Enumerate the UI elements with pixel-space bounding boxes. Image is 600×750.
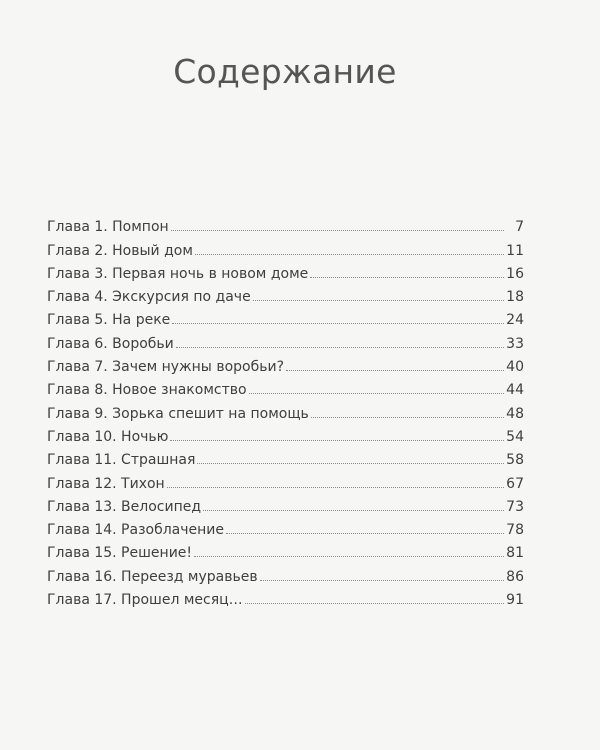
toc-dot-leader xyxy=(170,440,504,441)
toc-dot-leader xyxy=(167,487,504,488)
toc-entry-label: Глава 8. Новое знакомство xyxy=(47,382,247,399)
toc-entry-label: Глава 14. Разоблачение xyxy=(47,522,225,539)
toc-entry xyxy=(47,515,524,538)
toc-entry-label: Глава 10. Ночью xyxy=(47,428,169,445)
toc-dot-leader xyxy=(171,230,504,231)
toc-entry xyxy=(47,538,524,561)
toc-dot-leader xyxy=(249,393,504,394)
toc-entry xyxy=(47,468,524,491)
toc-entry-page-number: 40 xyxy=(506,359,524,376)
toc-entry-label: Глава 12. Тихон xyxy=(47,475,165,492)
toc-entry xyxy=(47,328,524,351)
toc-entry xyxy=(47,398,524,421)
toc-entry-page-number: 78 xyxy=(506,522,524,539)
toc-entry-label: Глава 6. Воробьи xyxy=(47,335,174,352)
toc-dot-leader xyxy=(310,277,504,278)
toc-entry xyxy=(47,375,524,398)
toc-dot-leader xyxy=(286,370,504,371)
toc-entry-label: Глава 1. Помпон xyxy=(47,219,169,236)
toc-entry-label: Глава 15. Решение! xyxy=(47,545,193,562)
page-title: Содержание xyxy=(173,52,397,91)
toc-entry xyxy=(47,352,524,375)
toc-entry-page-number: 11 xyxy=(506,242,524,259)
toc-entry-label: Глава 11. Страшная xyxy=(47,452,196,469)
toc-entry xyxy=(47,282,524,305)
toc-dot-leader xyxy=(197,463,504,464)
toc-entry-label: Глава 9. Зорька спешит на помощь xyxy=(47,405,309,422)
toc-dot-leader xyxy=(203,510,504,511)
toc-dot-leader xyxy=(195,254,504,255)
toc-entry-label: Глава 5. На реке xyxy=(47,312,171,329)
toc-entry xyxy=(47,585,524,608)
toc-entry-page-number: 24 xyxy=(506,312,524,329)
toc-entry-page-number: 58 xyxy=(506,452,524,469)
toc-entry-page-number: 86 xyxy=(506,568,524,585)
toc-entry-label: Глава 3. Первая ночь в новом доме xyxy=(47,265,309,282)
toc-dot-leader xyxy=(311,417,504,418)
toc-dot-leader xyxy=(176,347,504,348)
toc-entry-page-number: 33 xyxy=(506,335,524,352)
toc-dot-leader xyxy=(172,323,504,324)
toc-entry-label: Глава 16. Переезд муравьев xyxy=(47,568,258,585)
toc-entry-label: Глава 4. Экскурсия по даче xyxy=(47,289,251,306)
toc-entry-page-number: 44 xyxy=(506,382,524,399)
toc-entry-label: Глава 7. Зачем нужны воробьи? xyxy=(47,359,284,376)
toc-dot-leader xyxy=(226,533,504,534)
toc-entry-page-number: 7 xyxy=(515,219,524,236)
toc-entry-page-number: 54 xyxy=(506,428,524,445)
toc-dot-leader xyxy=(253,300,504,301)
toc-entry-page-number: 48 xyxy=(506,405,524,422)
toc-entry-page-number: 16 xyxy=(506,265,524,282)
toc-dot-leader xyxy=(260,580,504,581)
toc-entry xyxy=(47,445,524,468)
toc-entry-page-number: 67 xyxy=(506,475,524,492)
toc-entry xyxy=(47,305,524,328)
toc-entry-page-number: 91 xyxy=(506,592,524,609)
toc-entry-page-number: 73 xyxy=(506,498,524,515)
toc-entry-label: Глава 13. Велосипед xyxy=(47,498,202,515)
toc-entry-page-number: 81 xyxy=(506,545,524,562)
toc-entry-label: Глава 17. Прошел месяц… xyxy=(47,592,243,609)
toc-entry xyxy=(47,422,524,445)
toc-entry xyxy=(47,235,524,258)
table-of-contents xyxy=(47,212,524,608)
toc-entry xyxy=(47,561,524,584)
toc-entry xyxy=(47,492,524,515)
toc-entry xyxy=(47,259,524,282)
toc-dot-leader xyxy=(245,603,504,604)
toc-entry-label: Глава 2. Новый дом xyxy=(47,242,193,259)
toc-entry xyxy=(47,212,524,235)
toc-entry-page-number: 18 xyxy=(506,289,524,306)
toc-dot-leader xyxy=(194,556,504,557)
